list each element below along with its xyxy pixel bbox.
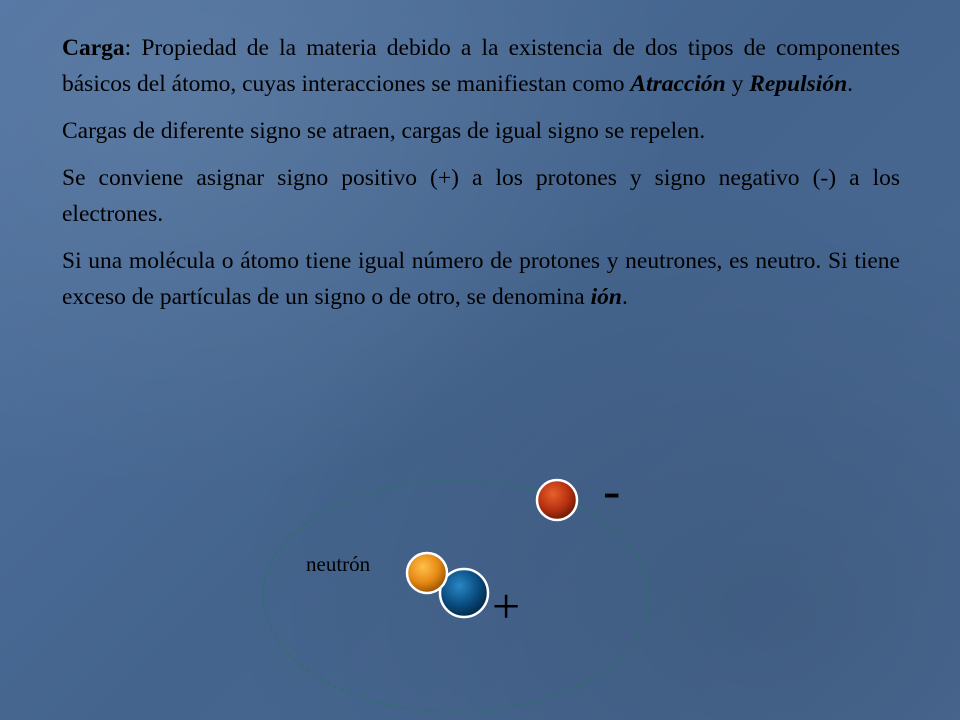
period: .	[621, 284, 628, 310]
paragraph-attraction-rule: Cargas de diferente signo se atraen, cargas de igual signo se repelen.	[62, 118, 706, 144]
ion-text: Si una molécula o átomo tiene igual número de protones y neutrones, es neutro. Si tiene exceso de partículas de un signo o de otro, se denomina	[62, 248, 900, 310]
term-ion: ión	[590, 284, 622, 310]
period: .	[847, 71, 854, 97]
conjunction: y	[725, 71, 750, 97]
proton-sign: +	[492, 578, 521, 634]
paragraph-sign-convention: Se conviene asignar signo positivo (+) a los protones y signo negativo (-) a los electrones.	[62, 165, 900, 227]
term-carga: Carga	[62, 35, 125, 61]
term-atraccion: Atracción	[630, 71, 726, 97]
electron-sign: -	[603, 463, 621, 520]
definition-text: : Propiedad de la materia debido a la existencia de dos tipos de componentes básicos del átomo, cuyas interacciones se manifiestan como	[62, 35, 900, 97]
neutron-label: neutrón	[306, 552, 371, 576]
term-repulsion: Repulsión	[749, 71, 848, 97]
electron-particle	[537, 480, 577, 520]
neutron-particle	[407, 553, 447, 593]
